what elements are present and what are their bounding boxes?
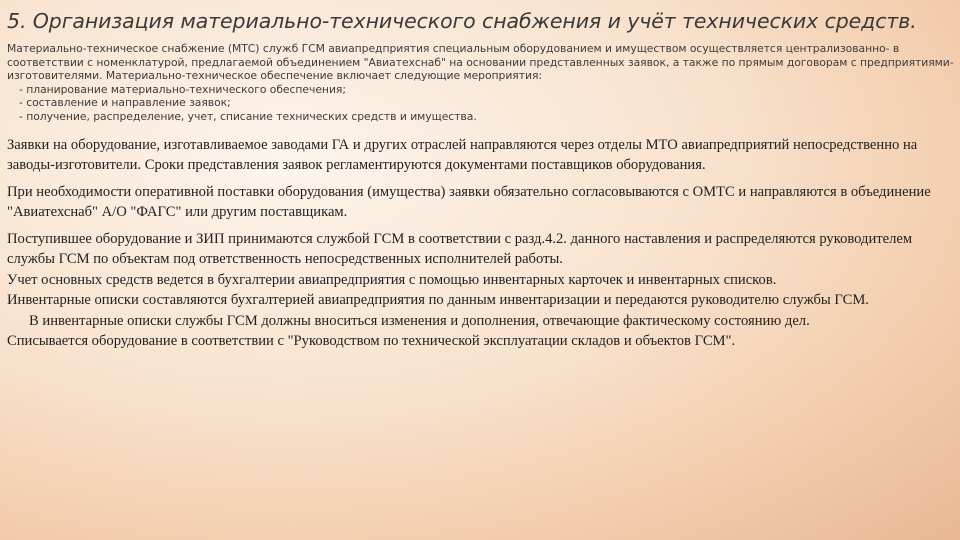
list-item: - получение, распределение, учет, списание технических средств и имущества. bbox=[19, 109, 477, 123]
intro-paragraph: Материально-техническое снабжение (МТС) служб ГСМ авиапредприятия специальным оборудованием и имуществом осуществляется централизованно- в соответствии с номенклатурой, предлагаемой объединением "Авиатехснаб" на основании представленных заявок, а также по прямым договорам с предприятиями-изготовителями. Материально-техническое обеспечение включает следующие мероприятия: bbox=[7, 42, 954, 83]
accounting-line-writeoff: Списывается оборудование в соответствии с "Руководством по технической эксплуатации складов и объектов ГСМ". bbox=[7, 333, 736, 350]
paragraph-requests: Заявки на оборудование, изготавливаемое заводами ГА и других отраслей направляются через отделы МТО авиапредприятий непосредственно на заводы-изготовители. Сроки представления заявок регламентируются документами поставщиков оборудования. bbox=[7, 136, 918, 174]
paragraph-urgent-supply: При необходимости оперативной поставки оборудования (имущества) заявки обязательно согласовываются с ОМТС и направляются в объединение "Авиатехснаб" А/О "ФАГС" или другим поставщикам. bbox=[7, 183, 931, 221]
slide-title: 5. Организация материально-технического снабжения и учёт технических средств. bbox=[7, 9, 917, 33]
list-item: - составление и направление заявок; bbox=[19, 96, 231, 110]
accounting-line-changes: В инвентарные описки службы ГСМ должны вноситься изменения и дополнения, отвечающие фактическому состоянию дел. bbox=[29, 312, 810, 329]
list-item: - планирование материально-технического обеспечения; bbox=[19, 82, 346, 96]
accounting-line-fixed-assets: Учет основных средств ведется в бухгалтерии авиапредприятия с помощью инвентарных карточек и инвентарных списков. bbox=[7, 271, 777, 288]
activities-list bbox=[7, 83, 956, 124]
intro-block bbox=[7, 42, 956, 124]
paragraph-accounting bbox=[7, 229, 956, 352]
accounting-line-receipt: Поступившее оборудование и ЗИП принимаются службой ГСМ в соответствии с разд.4.2. данного наставления и распределяются руководителем службы ГСМ по объектам под ответственность непосредственных исполнителей работы. bbox=[7, 230, 913, 268]
accounting-line-inventory: Инвентарные описки составляются бухгалтерией авиапредприятия по данным инвентаризации и передаются руководителю службы ГСМ. bbox=[7, 292, 869, 309]
